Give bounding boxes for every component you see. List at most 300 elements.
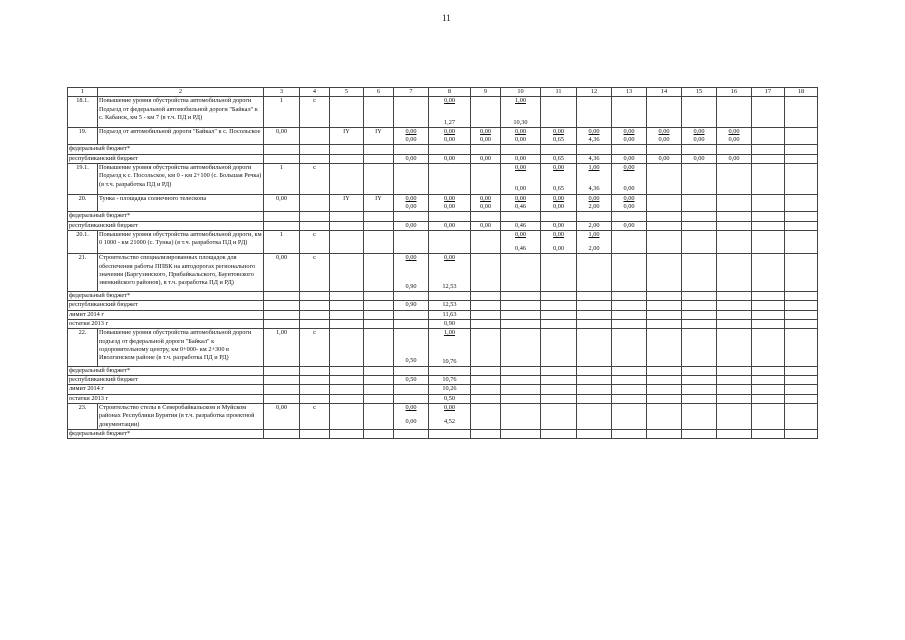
column-header: 12: [577, 88, 612, 97]
empty-cell: [577, 394, 612, 403]
empty-cell: [752, 319, 785, 328]
value-top: 1,00: [514, 97, 527, 105]
empty-cell: [364, 301, 394, 310]
value-cell: [394, 212, 429, 221]
value-cell: [541, 230, 577, 254]
empty-cell: [471, 394, 501, 403]
empty-cell: [264, 212, 300, 221]
subtotal-row: [68, 385, 818, 394]
empty-cell: [647, 230, 682, 254]
value-cell: [364, 127, 394, 145]
empty-cell: [682, 194, 717, 212]
value-cell: [394, 394, 429, 403]
empty-cell: [682, 145, 717, 154]
value-cell: [264, 329, 300, 367]
value-bottom: 0,00: [552, 202, 565, 210]
value: с: [313, 230, 316, 238]
value-cell: [394, 319, 429, 328]
value: 0,50: [405, 376, 417, 384]
table-row: [68, 194, 818, 212]
empty-cell: [682, 366, 717, 375]
empty-cell: [364, 212, 394, 221]
row-number: 18.1.: [68, 97, 98, 128]
empty-cell: [717, 97, 752, 128]
subrow-label: федеральный бюджет*: [68, 366, 264, 375]
value-cell: [612, 221, 647, 230]
empty-cell: [612, 254, 647, 292]
table-row: [68, 329, 818, 367]
column-header: 3: [264, 88, 300, 97]
subrow-label: остатки 2013 г: [68, 394, 264, 403]
empty-cell: [577, 212, 612, 221]
value-cell: [501, 230, 541, 254]
empty-cell: [752, 212, 785, 221]
empty-cell: [541, 385, 577, 394]
value-cell: [471, 194, 501, 212]
empty-cell: [717, 164, 752, 195]
column-header: 8: [429, 88, 471, 97]
column-header: 16: [717, 88, 752, 97]
value-cell: [394, 194, 429, 212]
value: 12,53: [442, 301, 457, 309]
value: 11,63: [442, 310, 457, 318]
value-cell: [541, 194, 577, 212]
empty-cell: [264, 310, 300, 319]
value-cell: [429, 310, 471, 319]
empty-cell: [682, 212, 717, 221]
empty-cell: [612, 310, 647, 319]
empty-cell: [647, 385, 682, 394]
empty-cell: [612, 429, 647, 438]
column-header: 18: [785, 88, 818, 97]
column-header: 10: [501, 88, 541, 97]
value-bottom: 0,90: [405, 282, 417, 290]
empty-cell: [364, 319, 394, 328]
column-header: 13: [612, 88, 647, 97]
value-top: 0,00: [514, 127, 527, 135]
value-top: 0,00: [443, 127, 456, 135]
value-cell: [577, 194, 612, 212]
value-cell: [364, 404, 394, 430]
value-bottom: 0,00: [514, 136, 527, 144]
value: 0,00: [275, 194, 288, 202]
empty-cell: [501, 404, 541, 430]
value-top: 1,00: [588, 230, 600, 238]
column-header: 6: [364, 88, 394, 97]
empty-cell: [541, 145, 577, 154]
value-bottom: 2,00: [588, 245, 600, 253]
empty-cell: [541, 329, 577, 367]
empty-cell: [577, 301, 612, 310]
value: IY: [343, 127, 350, 135]
subrow-label: республиканский бюджет: [68, 154, 264, 163]
value: с: [313, 164, 316, 172]
value-bottom: 10,30: [513, 118, 528, 126]
value-bottom: 10,76: [442, 357, 457, 365]
empty-cell: [394, 230, 429, 254]
column-header: 15: [682, 88, 717, 97]
value-cell: [541, 154, 577, 163]
value-top: 0,00: [405, 404, 417, 412]
empty-cell: [752, 164, 785, 195]
empty-cell: [300, 429, 330, 438]
value: 0,00: [405, 154, 417, 162]
empty-cell: [752, 127, 785, 145]
empty-cell: [300, 319, 330, 328]
empty-cell: [577, 292, 612, 301]
subrow-label: лимит 2014 г: [68, 310, 264, 319]
row-number: 22.: [68, 329, 98, 367]
value-top: 0,00: [479, 194, 492, 202]
value-bottom: 0,46: [514, 245, 527, 253]
value-cell: [471, 127, 501, 145]
value-cell: [429, 394, 471, 403]
column-header: 2: [98, 88, 264, 97]
value-bottom: 0,00: [405, 418, 417, 426]
empty-cell: [752, 254, 785, 292]
empty-cell: [541, 366, 577, 375]
empty-cell: [577, 385, 612, 394]
empty-cell: [541, 404, 577, 430]
subrow-label: республиканский бюджет: [68, 221, 264, 230]
empty-cell: [647, 329, 682, 367]
empty-cell: [541, 376, 577, 385]
budget-table: [67, 87, 818, 439]
empty-cell: [717, 394, 752, 403]
value: 0,00: [728, 154, 740, 162]
empty-cell: [364, 145, 394, 154]
empty-cell: [612, 404, 647, 430]
empty-cell: [300, 292, 330, 301]
empty-cell: [577, 310, 612, 319]
empty-cell: [264, 301, 300, 310]
value-top: 0,00: [552, 194, 565, 202]
empty-cell: [752, 145, 785, 154]
subtotal-row: [68, 212, 818, 221]
empty-cell: [501, 366, 541, 375]
value: 0,90: [443, 319, 456, 327]
row-description: Строительство стелы в Северобайкальском и Муйском районах Республики Бурятия (в т.ч. разработка проектной документации): [98, 404, 264, 430]
empty-cell: [785, 194, 818, 212]
value-cell: [364, 194, 394, 212]
subtotal-row: [68, 221, 818, 230]
empty-cell: [471, 429, 501, 438]
value-cell: [300, 329, 330, 367]
value-cell: [300, 194, 330, 212]
value-cell: [330, 329, 364, 367]
value-bottom: 0,00: [658, 136, 670, 144]
empty-cell: [647, 254, 682, 292]
empty-cell: [717, 230, 752, 254]
subrow-label: остатки 2013 г: [68, 319, 264, 328]
empty-cell: [682, 329, 717, 367]
value-cell: [429, 194, 471, 212]
value-cell: [682, 154, 717, 163]
empty-cell: [647, 376, 682, 385]
value-cell: [394, 376, 429, 385]
row-number: 21.: [68, 254, 98, 292]
value: 1: [279, 164, 284, 172]
value-bottom: 0,00: [479, 202, 492, 210]
empty-cell: [264, 429, 300, 438]
subtotal-row: [68, 429, 818, 438]
empty-cell: [577, 329, 612, 367]
value-top: 0,00: [693, 127, 705, 135]
empty-cell: [577, 404, 612, 430]
empty-cell: [785, 221, 818, 230]
empty-cell: [501, 319, 541, 328]
value-bottom: 4,36: [588, 185, 600, 193]
empty-cell: [785, 329, 818, 367]
value: 0,00: [275, 254, 288, 262]
value-cell: [394, 404, 429, 430]
value: 0,65: [552, 154, 565, 162]
empty-cell: [752, 376, 785, 385]
table-row: [68, 127, 818, 145]
empty-cell: [752, 366, 785, 375]
empty-cell: [330, 319, 364, 328]
empty-cell: [501, 292, 541, 301]
empty-cell: [752, 404, 785, 430]
value-cell: [501, 221, 541, 230]
empty-cell: [785, 164, 818, 195]
value: 10,26: [442, 385, 457, 393]
value-top: 0,00: [514, 164, 527, 172]
subtotal-row: [68, 366, 818, 375]
empty-cell: [364, 429, 394, 438]
value-cell: [429, 376, 471, 385]
empty-cell: [300, 366, 330, 375]
value-cell: [577, 164, 612, 195]
value-top: 0,00: [443, 254, 456, 262]
value-bottom: 0,65: [552, 185, 565, 193]
empty-cell: [752, 221, 785, 230]
value-cell: [577, 127, 612, 145]
value-top: 0,00: [514, 194, 527, 202]
value-cell: [264, 254, 300, 292]
value: 2,00: [588, 221, 600, 229]
value-cell: [394, 292, 429, 301]
empty-cell: [647, 194, 682, 212]
empty-cell: [300, 212, 330, 221]
empty-cell: [752, 329, 785, 367]
empty-cell: [647, 319, 682, 328]
empty-cell: [647, 429, 682, 438]
column-header: 17: [752, 88, 785, 97]
empty-cell: [577, 376, 612, 385]
value-top: 0,00: [405, 254, 417, 262]
column-header: 7: [394, 88, 429, 97]
value-cell: [330, 254, 364, 292]
empty-cell: [541, 254, 577, 292]
empty-cell: [612, 301, 647, 310]
row-number: 19.1.: [68, 164, 98, 195]
empty-cell: [785, 429, 818, 438]
value-cell: [394, 221, 429, 230]
value-cell: [330, 97, 364, 128]
empty-cell: [752, 429, 785, 438]
empty-cell: [264, 385, 300, 394]
empty-cell: [647, 292, 682, 301]
column-header: 5: [330, 88, 364, 97]
value: 0,50: [443, 394, 456, 402]
empty-cell: [577, 145, 612, 154]
value-cell: [541, 221, 577, 230]
empty-cell: [717, 145, 752, 154]
empty-cell: [785, 154, 818, 163]
value-bottom: 0,00: [514, 185, 527, 193]
empty-cell: [752, 292, 785, 301]
row-description: Строительство специализированных площадок для обеспечения работы ППВК на автодорогах регионального значения (Баргузинского, Прибайкальского, Баунтовского эвенкийского районов), в т.ч. разработка ПД и РД): [98, 254, 264, 292]
table-row: [68, 164, 818, 195]
value-cell: [394, 385, 429, 394]
empty-cell: [612, 212, 647, 221]
empty-cell: [541, 292, 577, 301]
empty-cell: [785, 385, 818, 394]
value-cell: [501, 164, 541, 195]
empty-cell: [300, 376, 330, 385]
value-cell: [394, 301, 429, 310]
value-cell: [429, 301, 471, 310]
empty-cell: [647, 97, 682, 128]
value-bottom: 0,00: [728, 136, 740, 144]
empty-cell: [577, 366, 612, 375]
table-row: [68, 97, 818, 128]
value-cell: [429, 212, 471, 221]
empty-cell: [330, 212, 364, 221]
row-number: 19.: [68, 127, 98, 145]
empty-cell: [717, 376, 752, 385]
value-cell: [612, 127, 647, 145]
empty-cell: [612, 385, 647, 394]
empty-cell: [612, 376, 647, 385]
value-top: 0,00: [552, 127, 565, 135]
subrow-label: лимит 2014 г: [68, 385, 264, 394]
empty-cell: [717, 429, 752, 438]
empty-cell: [752, 385, 785, 394]
value-cell: [429, 221, 471, 230]
value-cell: [429, 154, 471, 163]
row-description: Тунка - площадка солнечного телескопа: [98, 194, 264, 212]
table-row: [68, 254, 818, 292]
column-header: 9: [471, 88, 501, 97]
row-description: Повышение уровня обустройства автомобильной дороги Подъезд к с. Посольское, км 0 - км 2+100 (с. Большая Речка) (в т.ч. разработка ПД и РД): [98, 164, 264, 195]
value-top: 0,00: [623, 127, 635, 135]
empty-cell: [717, 329, 752, 367]
empty-cell: [717, 301, 752, 310]
value: IY: [375, 127, 382, 135]
value-cell: [300, 164, 330, 195]
value-cell: [264, 164, 300, 195]
empty-cell: [717, 404, 752, 430]
empty-cell: [300, 221, 330, 230]
subrow-label: федеральный бюджет*: [68, 145, 264, 154]
value: 0,00: [514, 154, 527, 162]
empty-cell: [501, 145, 541, 154]
value-bottom: 0,00: [693, 136, 705, 144]
value: 0,00: [275, 127, 288, 135]
value-cell: [300, 230, 330, 254]
empty-cell: [471, 230, 501, 254]
empty-cell: [471, 292, 501, 301]
value-cell: [612, 194, 647, 212]
value: 1,00: [275, 329, 288, 337]
empty-cell: [785, 394, 818, 403]
column-header: 4: [300, 88, 330, 97]
empty-cell: [541, 301, 577, 310]
empty-cell: [471, 366, 501, 375]
value-bottom: 4,36: [588, 136, 600, 144]
value: IY: [375, 194, 382, 202]
value-cell: [647, 154, 682, 163]
empty-cell: [717, 292, 752, 301]
value-bottom: 0,00: [405, 202, 417, 210]
empty-cell: [717, 212, 752, 221]
empty-cell: [717, 194, 752, 212]
value-cell: [364, 230, 394, 254]
empty-cell: [501, 429, 541, 438]
value-cell: [501, 97, 541, 128]
empty-cell: [300, 310, 330, 319]
value-cell: [471, 154, 501, 163]
page-number: 11: [442, 13, 451, 23]
empty-cell: [394, 164, 429, 195]
value: 0,00: [479, 221, 492, 229]
empty-cell: [541, 97, 577, 128]
subtotal-row: [68, 292, 818, 301]
value-cell: [264, 230, 300, 254]
empty-cell: [364, 154, 394, 163]
empty-cell: [330, 376, 364, 385]
empty-cell: [612, 394, 647, 403]
empty-cell: [471, 376, 501, 385]
empty-cell: [682, 385, 717, 394]
value-cell: [300, 97, 330, 128]
empty-cell: [330, 366, 364, 375]
value: 0,46: [514, 221, 527, 229]
empty-cell: [501, 301, 541, 310]
empty-cell: [647, 164, 682, 195]
value-top: 0,00: [552, 164, 565, 172]
value-cell: [394, 329, 429, 367]
column-header: 14: [647, 88, 682, 97]
value-top: 0,00: [443, 404, 456, 412]
value-cell: [429, 319, 471, 328]
subrow-label: федеральный бюджет*: [68, 212, 264, 221]
value-cell: [330, 127, 364, 145]
empty-cell: [471, 212, 501, 221]
empty-cell: [752, 394, 785, 403]
empty-cell: [330, 385, 364, 394]
row-description: Подъезд от автомобильной дороги "Байкал" к с. Посольское: [98, 127, 264, 145]
value: 0,00: [693, 154, 705, 162]
empty-cell: [752, 301, 785, 310]
subrow-label: федеральный бюджет*: [68, 292, 264, 301]
empty-cell: [682, 164, 717, 195]
row-description: Повышение уровня обустройства автомобильной дороги, км 0 1000 - км 21000 (с. Тунка) (в т.ч. разработка ПД и РД): [98, 230, 264, 254]
empty-cell: [682, 429, 717, 438]
empty-cell: [647, 221, 682, 230]
value-cell: [394, 154, 429, 163]
empty-cell: [785, 145, 818, 154]
value-cell: [717, 127, 752, 145]
empty-cell: [785, 127, 818, 145]
empty-cell: [364, 366, 394, 375]
row-number: 20.1.: [68, 230, 98, 254]
value-bottom: 0,00: [443, 136, 456, 144]
value: IY: [343, 194, 350, 202]
empty-cell: [471, 164, 501, 195]
